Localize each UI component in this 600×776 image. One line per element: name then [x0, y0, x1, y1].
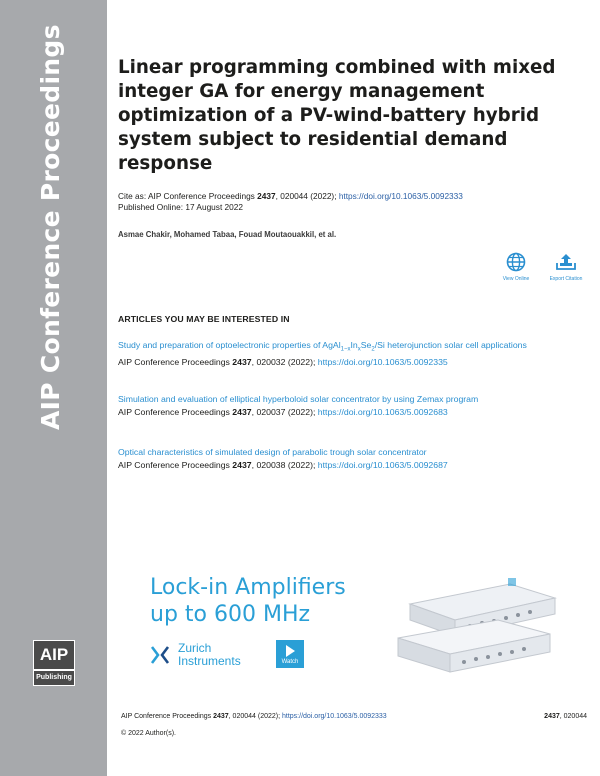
title-part: In: [350, 340, 358, 350]
footer-cite-rest: , 020044 (2022);: [228, 713, 282, 720]
cite-prefix: Cite as: AIP Conference Proceedings: [118, 191, 258, 201]
journal-title: AIP Conference Proceedings: [36, 24, 65, 430]
citation-rest: , 020032 (2022);: [251, 357, 318, 368]
zurich-instruments-logo-icon: [150, 645, 170, 665]
footer-page-number: [544, 713, 587, 720]
related-article-2-doi-link[interactable]: https://doi.org/10.1063/5.0092683: [317, 406, 448, 417]
export-upload-icon: [555, 252, 577, 272]
related-article-3-doi-link[interactable]: https://doi.org/10.1063/5.0092687: [317, 459, 448, 470]
related-article-1-doi-link[interactable]: https://doi.org/10.1063/5.0092335: [317, 357, 448, 368]
view-online-label: View Online: [502, 276, 530, 282]
paper-title: Linear programming combined with mixed integer GA for energy management optimization of a PV-wind-battery hybrid system subject to residential demand response: [118, 57, 556, 174]
watch-video-button[interactable]: [276, 640, 304, 668]
citation-volume: 2437: [232, 406, 252, 417]
citation-volume: 2437: [232, 459, 252, 470]
citation-prefix: AIP Conference Proceedings: [118, 406, 233, 417]
citation-block: [118, 191, 588, 213]
related-articles-heading: ARTICLES YOU MAY BE INTERESTED IN: [118, 314, 290, 324]
related-article-3-citation: [118, 459, 588, 472]
related-article-3: [118, 446, 588, 471]
cite-volume: 2437: [257, 191, 276, 201]
footer-page-volume: 2437: [544, 713, 560, 720]
export-citation-label: Export Citation: [549, 276, 583, 282]
cite-as-line: [118, 191, 588, 202]
title-part: Study and preparation of optoelectronic properties of AgAl: [118, 340, 341, 350]
cite-doi-link[interactable]: https://doi.org/10.1063/5.0092333: [338, 191, 463, 201]
author-list: Asmae Chakir, Mohamed Tabaa, Fouad Moutaouakkil, et al.: [118, 230, 337, 239]
citation-volume: 2437: [232, 357, 252, 368]
ad-headline-line-2: up to 600 MHz: [150, 602, 311, 627]
related-article-1-citation: [118, 356, 588, 369]
aip-logo-subtext: Publishing: [34, 669, 74, 685]
brand-line-2: Instruments: [178, 654, 241, 668]
citation-prefix: AIP Conference Proceedings: [118, 459, 233, 470]
cite-rest: , 020044 (2022);: [275, 191, 339, 201]
copyright-notice: © 2022 Author(s).: [121, 730, 176, 737]
aip-publishing-logo[interactable]: [33, 640, 75, 686]
footer-doi-link[interactable]: https://doi.org/10.1063/5.0092333: [282, 713, 387, 720]
related-article-2-title[interactable]: Simulation and evaluation of elliptical hyperboloid solar concentrator by using Zemax program: [118, 394, 479, 404]
lock-in-amplifier-device-image: [390, 576, 560, 676]
brand-name: [178, 642, 241, 668]
related-article-2: [118, 393, 588, 418]
footer-volume: 2437: [213, 713, 229, 720]
title-subscript: 1−x: [340, 346, 351, 353]
title-part: Se: [360, 340, 372, 350]
title-subscript: x: [357, 346, 361, 353]
related-article-3-title[interactable]: Optical characteristics of simulated design of parabolic trough solar concentrator: [118, 447, 427, 457]
footer-page-article: , 020044: [559, 713, 587, 720]
export-citation-button[interactable]: [546, 252, 586, 282]
published-date: Published Online: 17 August 2022: [118, 202, 244, 212]
aip-logo-text: AIP: [34, 641, 74, 669]
page-footer: [121, 713, 587, 720]
related-article-1-title[interactable]: [118, 339, 588, 356]
journal-sidebar: [0, 0, 107, 776]
ad-headline: [150, 574, 346, 628]
zurich-instruments-brand: [150, 642, 241, 668]
title-part: /Si heterojunction solar cell applications: [374, 340, 527, 350]
related-article-1: [118, 339, 588, 369]
view-online-button[interactable]: [496, 252, 536, 282]
footer-cite-prefix: AIP Conference Proceedings: [121, 713, 214, 720]
citation-prefix: AIP Conference Proceedings: [118, 357, 233, 368]
title-subscript: 2: [371, 346, 375, 353]
citation-rest: , 020038 (2022);: [251, 459, 318, 470]
related-article-2-citation: [118, 406, 588, 419]
brand-line-1: Zurich: [178, 641, 212, 655]
play-icon: [286, 645, 295, 657]
citation-rest: , 020037 (2022);: [251, 406, 318, 417]
advertisement-banner[interactable]: [130, 562, 570, 680]
globe-icon: [506, 252, 526, 272]
ad-headline-line-1: Lock-in Amplifiers: [150, 575, 346, 600]
watch-label: Watch: [281, 659, 299, 665]
